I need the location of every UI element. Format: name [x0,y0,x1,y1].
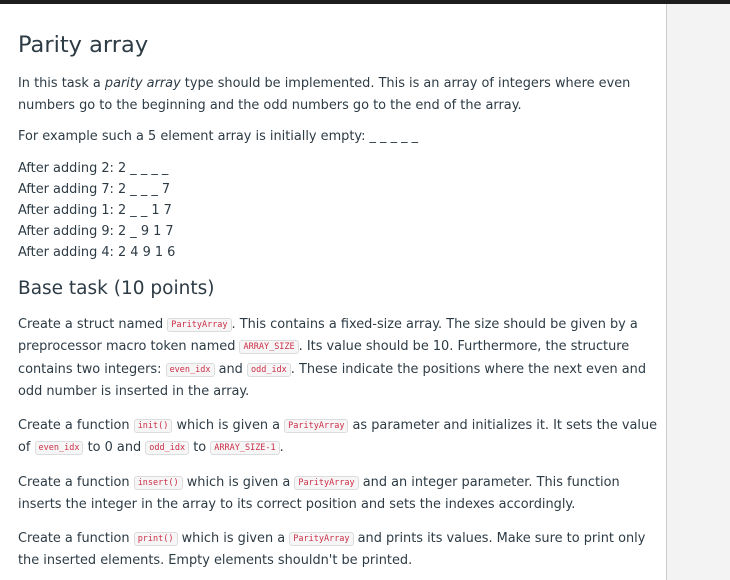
intro-emphasis: parity array [104,76,181,91]
code-insert: insert() [134,476,183,490]
step-line: After adding 2: 2 _ _ _ _ [18,160,169,176]
page-title: Parity array [18,32,149,58]
text: Create a function [18,417,134,433]
insert-paragraph [18,472,658,516]
text: and [214,361,247,377]
code-array-size: ARRAY_SIZE [239,340,298,354]
step-line: After adding 7: 2 _ _ _ 7 [18,181,171,197]
code-odd-idx: odd_idx [247,363,291,377]
struct-paragraph [18,314,658,403]
intro-text-after: type should be implemented. This is an array of integers where even numbers go to the beginning and the odd numbers go to the end of the array. [18,76,631,113]
init-paragraph [18,415,658,460]
text: which is given a [172,417,285,433]
text: Create a function [18,530,134,546]
text: Create a function [18,474,134,490]
text: . Its value should be 10. Furthermore, the structure contains two integers: [18,339,630,377]
text: which is given a [182,474,295,490]
base-task-heading: Base task (10 points) [18,277,215,299]
code-odd-idx: odd_idx [145,441,189,455]
code-parityarray: ParityArray [167,318,231,332]
text: and prints its values. Make sure to print only the inserted elements. Empty elements shouldn't be printed. [18,530,646,569]
code-parityarray: ParityArray [289,532,353,546]
intro-text-before: In this task a [18,76,105,91]
code-init: init() [134,419,173,433]
right-side-panel [666,4,730,580]
code-parityarray: ParityArray [294,476,358,490]
text: Create a struct named [18,316,168,332]
print-paragraph [18,528,658,572]
step-line: After adding 9: 2 _ 9 1 7 [18,224,174,240]
text: . [279,440,284,456]
text: to 0 and [83,440,146,456]
step-line: After adding 4: 2 4 9 1 6 [18,245,176,261]
code-array-size-minus-1: ARRAY_SIZE-1 [210,441,279,455]
text: . This contains a fixed-size array. The size should be given by a preprocessor macro token named [18,316,638,355]
text: . These indicate the positions where the next even and odd number is inserted in the array. [18,361,647,400]
code-even-idx: even_idx [166,363,215,377]
text: and an integer parameter. This function inserts the integer in the array to its correct position and sets the indexes accordingly. [18,474,620,513]
code-print: print() [134,532,178,546]
text: as parameter and initializes it. It sets the value of [18,417,658,456]
code-parityarray: ParityArray [284,419,348,433]
text: to [189,440,211,456]
code-even-idx: even_idx [35,441,84,455]
assignment-content [18,4,658,572]
intro-paragraph [18,73,658,116]
step-line: After adding 1: 2 _ _ 1 7 [18,202,172,218]
text: which is given a [177,530,290,546]
example-paragraph: For example such a 5 element array is initially empty: _ _ _ _ _ [18,129,419,144]
example-steps [18,158,658,264]
